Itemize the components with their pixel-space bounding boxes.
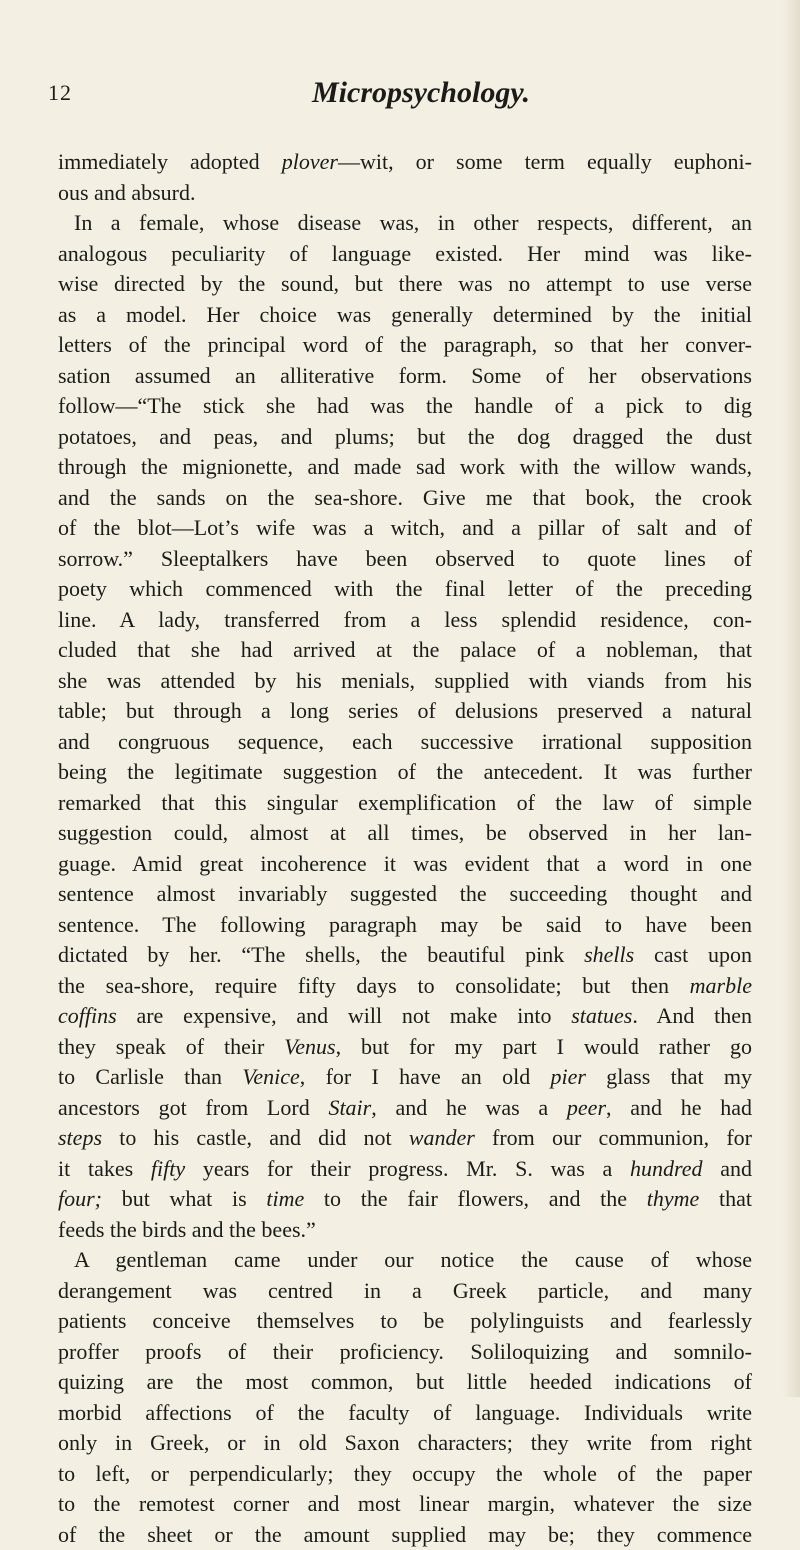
text-line xyxy=(58,208,752,239)
text-line xyxy=(58,1459,752,1490)
text-line xyxy=(58,513,752,544)
text-line xyxy=(58,1306,752,1337)
text-line xyxy=(58,1428,752,1459)
text-run: sation assumed an alliterative form. Some of her observations xyxy=(58,363,752,388)
text-run: as a model. Her choice was generally determined by the initial xyxy=(58,302,752,327)
italic-word: shells xyxy=(584,942,634,967)
text-run: only in Greek, or in old Saxon characters; they write from right xyxy=(58,1430,752,1455)
text-line xyxy=(58,696,752,727)
text-run: sorrow.” Sleeptalkers have been observed to quote lines of xyxy=(58,546,752,571)
text-line xyxy=(58,1001,752,1032)
italic-word: statues xyxy=(571,1003,632,1028)
text-line xyxy=(58,940,752,971)
text-run: and xyxy=(703,1156,753,1181)
text-line xyxy=(58,422,752,453)
text-run: wise directed by the sound, but there was no attempt to use verse xyxy=(58,271,752,296)
text-run: sentence. The following paragraph may be said to have been xyxy=(58,912,752,937)
text-line xyxy=(58,239,752,270)
text-run: to Carlisle than xyxy=(58,1064,242,1089)
text-run: derangement was centred in a Greek particle, and many xyxy=(58,1278,752,1303)
text-run: dictated by her. “The shells, the beautiful pink xyxy=(58,942,584,967)
text-run: line. A lady, transferred from a less splendid residence, con- xyxy=(58,607,752,632)
italic-word: thyme xyxy=(647,1186,700,1211)
text-run: , and he had xyxy=(606,1095,752,1120)
text-run: she was attended by his menials, supplied with viands from his xyxy=(58,668,752,693)
text-line xyxy=(58,269,752,300)
text-line xyxy=(58,788,752,819)
text-line xyxy=(58,1245,752,1276)
text-run: suggestion could, almost at all times, be observed in her lan- xyxy=(58,820,752,845)
text-run: the sea-shore, require fifty days to consolidate; but then xyxy=(58,973,690,998)
text-line xyxy=(58,1154,752,1185)
text-run: being the legitimate suggestion of the antecedent. It was further xyxy=(58,759,752,784)
text-run: A gentleman came under our notice the cause of whose xyxy=(74,1247,752,1272)
text-run: letters of the principal word of the paragraph, so that her conver- xyxy=(58,332,752,357)
text-run: remarked that this singular exemplification of the law of simple xyxy=(58,790,752,815)
text-line xyxy=(58,849,752,880)
italic-word: Venice xyxy=(242,1064,299,1089)
text-run: that xyxy=(699,1186,752,1211)
italic-word: plover xyxy=(282,149,338,174)
text-run: ancestors got from Lord xyxy=(58,1095,328,1120)
text-run: potatoes, and peas, and plums; but the dog dragged the dust xyxy=(58,424,752,449)
text-run: . And then xyxy=(632,1003,752,1028)
text-line xyxy=(58,635,752,666)
text-line xyxy=(58,757,752,788)
text-run: , and he was a xyxy=(371,1095,567,1120)
text-line xyxy=(58,300,752,331)
text-line xyxy=(58,818,752,849)
text-run: cluded that she had arrived at the palace of a nobleman, that xyxy=(58,637,752,662)
running-title: Micropsychology. xyxy=(312,76,530,110)
italic-word: coffins xyxy=(58,1003,117,1028)
text-run: sentence almost invariably suggested the succeeding thought and xyxy=(58,881,752,906)
text-run: but what is xyxy=(102,1186,266,1211)
italic-word: wander xyxy=(409,1125,475,1150)
text-run: guage. Amid great incoherence it was evident that a word in one xyxy=(58,851,752,876)
text-line xyxy=(58,483,752,514)
text-run: table; but through a long series of delusions preserved a natural xyxy=(58,698,752,723)
text-run: patients conceive themselves to be polylinguists and fearlessly xyxy=(58,1308,752,1333)
text-line xyxy=(58,1093,752,1124)
text-run: poety which commenced with the final letter of the preceding xyxy=(58,576,752,601)
italic-word: Stair xyxy=(328,1095,371,1120)
text-line xyxy=(58,1062,752,1093)
text-run: years for their progress. Mr. S. was a xyxy=(185,1156,630,1181)
text-run: ous and absurd. xyxy=(58,180,195,205)
text-run: and the sands on the sea-shore. Give me that book, the crook xyxy=(58,485,752,510)
italic-word: fifty xyxy=(151,1156,185,1181)
text-line xyxy=(58,452,752,483)
text-run: from our communion, for xyxy=(475,1125,752,1150)
text-line xyxy=(58,361,752,392)
text-run: proffer proofs of their proficiency. Soliloquizing and somnilo- xyxy=(58,1339,752,1364)
text-line xyxy=(58,1123,752,1154)
text-run: In a female, whose disease was, in other respects, different, an xyxy=(74,210,752,235)
text-line xyxy=(58,574,752,605)
text-run: to his castle, and did not xyxy=(102,1125,409,1150)
text-run: of the blot—Lot’s wife was a witch, and a pillar of salt and of xyxy=(58,515,752,540)
italic-word: Venus xyxy=(284,1034,335,1059)
text-line xyxy=(58,178,752,209)
text-run: glass that my xyxy=(586,1064,752,1089)
text-run: it takes xyxy=(58,1156,151,1181)
text-line xyxy=(58,1520,752,1550)
text-line xyxy=(58,910,752,941)
italic-word: pier xyxy=(551,1064,586,1089)
text-line xyxy=(58,879,752,910)
text-line xyxy=(58,330,752,361)
text-line xyxy=(58,666,752,697)
text-run: quizing are the most common, but little heeded indications of xyxy=(58,1369,752,1394)
text-run: are expensive, and will not make into xyxy=(117,1003,572,1028)
page-number: 12 xyxy=(48,80,72,106)
italic-word: steps xyxy=(58,1125,102,1150)
text-run: cast upon xyxy=(634,942,752,967)
text-line xyxy=(58,727,752,758)
text-run: —wit, or some term equally euphoni- xyxy=(338,149,752,174)
text-line xyxy=(58,1337,752,1368)
text-run: they speak of their xyxy=(58,1034,284,1059)
text-run: immediately adopted xyxy=(58,149,282,174)
text-line xyxy=(58,1367,752,1398)
text-line xyxy=(58,391,752,422)
text-line xyxy=(58,544,752,575)
text-run: analogous peculiarity of language existed. Her mind was like- xyxy=(58,241,752,266)
text-line xyxy=(58,1398,752,1429)
text-line xyxy=(58,605,752,636)
text-run: follow—“The stick she had was the handle of a pick to dig xyxy=(58,393,752,418)
text-run: and congruous sequence, each successive irrational supposition xyxy=(58,729,752,754)
text-run: to left, or perpendicularly; they occupy the whole of the paper xyxy=(58,1461,752,1486)
text-run: , but for my part I would rather go xyxy=(336,1034,752,1059)
page-edge-shadow xyxy=(782,0,800,1397)
italic-word: time xyxy=(266,1186,304,1211)
text-line xyxy=(58,1032,752,1063)
page-header xyxy=(48,76,748,116)
text-run: through the mignionette, and made sad work with the willow wands, xyxy=(58,454,752,479)
italic-word: four; xyxy=(58,1186,102,1211)
text-run: feeds the birds and the bees.” xyxy=(58,1217,316,1242)
text-line xyxy=(58,971,752,1002)
text-line xyxy=(58,1215,752,1246)
text-run: to the remotest corner and most linear margin, whatever the size xyxy=(58,1491,752,1516)
italic-word: marble xyxy=(690,973,752,998)
italic-word: hundred xyxy=(630,1156,703,1181)
text-line xyxy=(58,1489,752,1520)
text-run: of the sheet or the amount supplied may be; they commence xyxy=(58,1522,752,1547)
body-text xyxy=(58,147,752,1550)
text-line xyxy=(58,1184,752,1215)
text-run: to the fair flowers, and the xyxy=(304,1186,647,1211)
text-line xyxy=(58,1276,752,1307)
text-line xyxy=(58,147,752,178)
italic-word: peer xyxy=(567,1095,606,1120)
text-run: , for I have an old xyxy=(300,1064,551,1089)
text-run: morbid affections of the faculty of language. Individuals write xyxy=(58,1400,752,1425)
